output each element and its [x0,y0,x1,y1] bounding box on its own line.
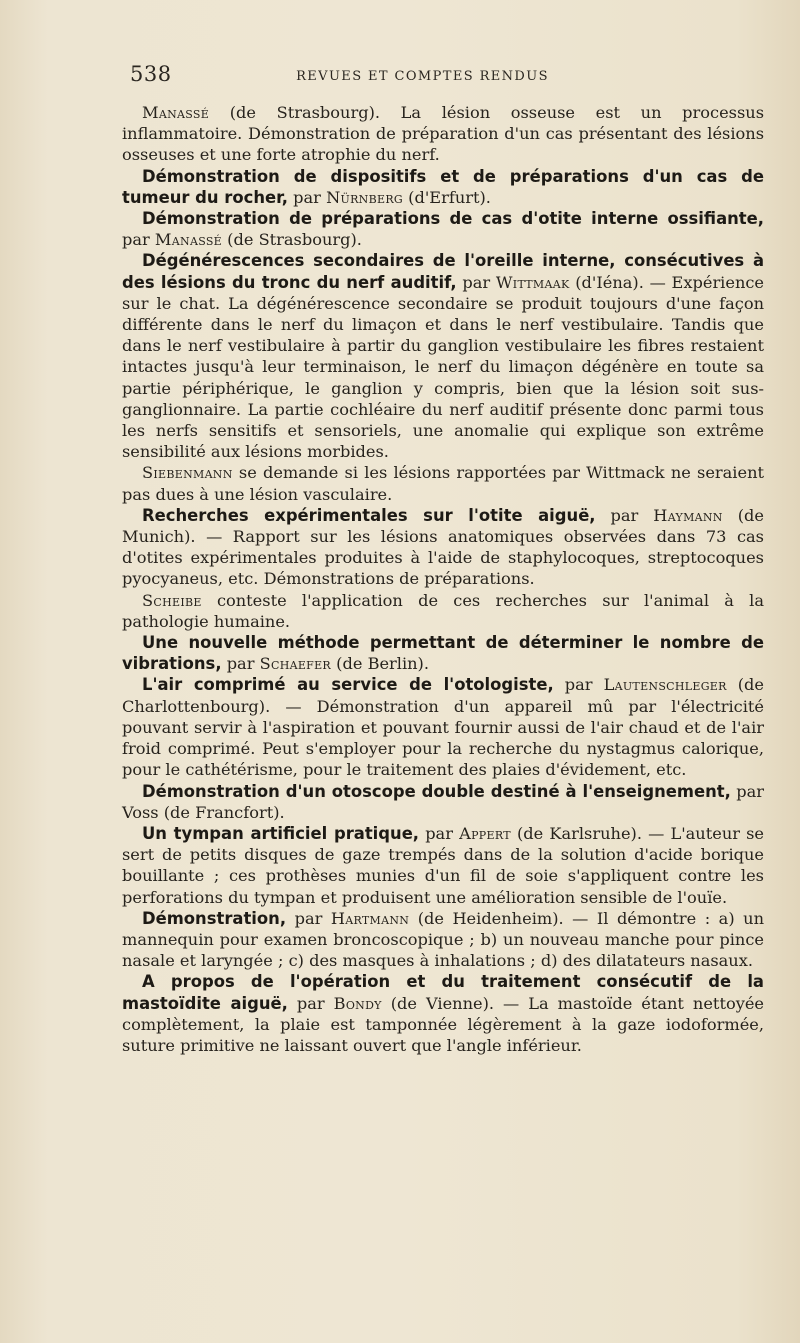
author-name: Bondy [333,993,382,1013]
page-header [130,62,770,92]
communication-title: Un tympan artificiel pratique, [142,823,420,843]
article-body [122,102,764,1056]
communication-title: Démonstration d'un otoscope double destiné à l'enseignement, [142,781,731,801]
paragraph-haymann [122,505,764,590]
running-head: REVUES ET COMPTES RENDUS [296,69,549,84]
author-name: Wittmaak [495,272,570,292]
paragraph-text: (de Karlsruhe). — L'auteur se sert de petits disques de gaze trempés dans de la solution d'acide borique bouillante ; ces prothèses munies d'un fil de soie s'appliquent contre les perforations du tympan et produisent une amélioration sensible de l'ouïe. [122,823,765,907]
communication-title: Démonstration de dispositifs et de préparations d'un cas de tumeur du rocher, [122,166,764,207]
paragraph-text: (de Vienne). — La mastoïde étant nettoyée complètement, la plaie est tamponnée légèrement à la gaze iodoformée, suture primitive ne laissant ouvert que l'angle inférieur. [122,993,764,1055]
author-name: Siebenmann [142,463,233,483]
author-name: Hartmann [330,908,410,928]
paragraph-manasse-1 [122,102,764,166]
paragraph-bondy [122,971,764,1056]
paragraph-text: (d'Iéna). — Expérience sur le chat. La dégénérescence secondaire se produit toujours d'une façon différente dans le nerf du limaçon et dans le nerf vestibulaire. Tandis que dans le nerf vestibulaire à partir du ganglion vestibulaire les fibres restaient intactes jusqu'à leur terminaison, le nerf du limaçon dégénère en toute sa partie périphérique, le ganglion y compris, bien que la lésion soit sus-ganglionnaire. La partie cochléaire du nerf auditif présente donc parmi tous les nerfs sensitifs et sensoriels, une anomalie qui explique son extrême sensibilité aux lésions morbides. [122,272,765,462]
paragraph-connector: par [122,230,155,250]
page-number: 538 [130,62,172,86]
author-name: Appert [459,823,511,843]
paragraph-text: (de Munich). — Rapport sur les lésions anatomiques observées dans 73 cas d'otites expérimentales produites à l'aide de staphylocoques, streptocoques pyocyaneus, etc. Démonstrations de préparations. [122,505,764,589]
author-name: Lautenschleger [603,675,727,695]
communication-title: Démonstration, [142,908,287,928]
author-name: Scheibe [142,590,202,610]
paragraph-wittmaak [122,250,764,462]
paragraph-connector: par [287,993,334,1013]
paragraph-siebenmann [122,462,764,504]
author-name: Manassé [142,103,210,122]
paragraph-nurnberg [122,166,764,208]
communication-title: Démonstration de préparations de cas d'otite interne ossifiante, [142,209,764,229]
paragraph-text: (de Berlin). [331,654,430,674]
author-name: Manassé [154,230,223,250]
paragraph-connector: par [286,908,331,928]
paragraph-connector: par [456,272,496,292]
paragraph-text: (de Heidenheim). — Il démontre : a) un mannequin pour examen broncoscopique ; b) un nouveau manche pour pince nasale et laryngée ; c) des masques à inhalations ; d) des dilatateurs nasaux. [122,908,764,971]
paragraph-connector: par [221,654,260,674]
paragraph-voss [122,781,764,823]
communication-title: L'air comprimé au service de l'otologiste, [142,675,554,695]
paragraph-text: se demande si les lésions rapportées par Wittmack ne seraient pas dues à une lésion vasculaire. [122,463,764,504]
paragraph-text: (de Charlottenbourg). — Démonstration d'un appareil mû par l'électricité pouvant servir à l'aspiration et pouvant fournir aussi de l'air chaud et de l'air froid comprimé. Peut s'employer pour la recherche du nystagmus calorique, pour le cathétérisme, pour le traitement des plaies d'évidement, etc. [122,675,764,780]
author-name: Haymann [653,505,723,525]
paragraph-lautenschleger [122,674,764,780]
paragraph-connector: par Voss (de Francfort). [122,781,764,822]
paragraph-text: (de Strasbourg). La lésion osseuse est un processus inflammatoire. Démonstration de préparation d'un cas présentant des lésions osseuses et une forte atrophie du nerf. [122,103,764,165]
communication-title: A propos de l'opération et du traitement consécutif de la mastoïdite aiguë, [122,972,764,1013]
paragraph-text: (d'Erfurt). [403,187,491,207]
communication-title: Recherches expérimentales sur l'otite aiguë, [142,505,596,525]
paragraph-text: (de Strasbourg). [222,230,362,250]
paragraph-schaefer [122,632,764,674]
paragraph-connector: par [419,823,460,843]
paragraph-scheibe [122,590,764,632]
paragraph-manasse-2 [122,208,764,250]
paragraph-text: conteste l'application de ces recherches sur l'animal à la pathologie humaine. [122,590,764,631]
communication-title: Dégénérescences secondaires de l'oreille interne, consécutives à des lésions du tronc du nerf auditif, [122,251,764,292]
paragraph-appert [122,823,764,908]
paragraph-connector: par [553,675,604,695]
paragraph-hartmann [122,908,764,972]
author-name: Schaefer [259,654,332,674]
communication-title: Une nouvelle méthode permettant de déterminer le nombre de vibrations, [122,633,764,674]
author-name: Nürnberg [326,187,403,207]
paragraph-connector: par [288,187,327,207]
paragraph-connector: par [595,505,654,525]
